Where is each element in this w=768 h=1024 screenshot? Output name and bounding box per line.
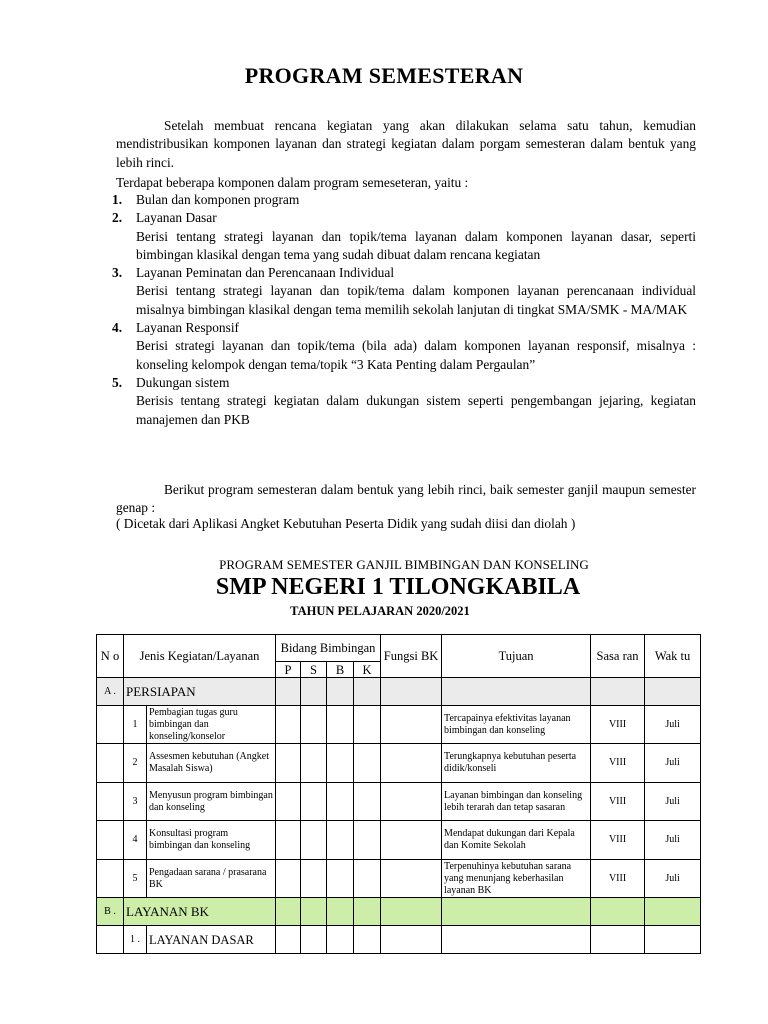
row-kegiatan: Menyusun program bimbingan dan konseling	[147, 783, 276, 821]
row-number: 4	[124, 821, 147, 860]
program-table	[96, 634, 701, 954]
intro-paragraph: Setelah membuat rencana kegiatan yang akan dilakukan selama satu tahun, kemudian mendistribusikan komponen layanan dan strategi kegiatan dalam porgam semesteran dalam bentuk yang lebih rinci.	[116, 118, 696, 170]
list-label: Layanan Peminatan dan Perencanaan Individual	[136, 265, 395, 281]
row-sasaran: VIII	[591, 860, 645, 898]
school-name: SMP NEGERI 1 TILONGKABILA	[215, 574, 581, 600]
list-number: 5.	[112, 374, 123, 390]
list-number: 3.	[112, 265, 123, 281]
print-note: ( Dicetak dari Aplikasi Angket Kebutuhan Peserta Didik yang sudah diisi dan diolah )	[116, 516, 576, 531]
table-row	[97, 706, 701, 744]
row-number: 5	[124, 860, 147, 898]
row-number: 2	[124, 744, 147, 783]
row-sasaran: VIII	[591, 744, 645, 783]
section-label: PERSIAPAN	[124, 678, 276, 706]
row-tujuan: Terungkapnya kebutuhan peserta didik/konseli	[442, 744, 591, 783]
list-number: 2.	[112, 210, 123, 226]
row-sasaran: VIII	[591, 821, 645, 860]
row-tujuan: Layanan bimbingan dan konseling lebih terarah dan tetap sasaran	[442, 783, 591, 821]
list-label: Bulan dan komponen program	[136, 192, 300, 207]
row-waktu: Juli	[645, 744, 701, 783]
header-fungsi: Fungsi BK	[381, 635, 442, 678]
row-sasaran: VIII	[591, 706, 645, 744]
header-k: K	[354, 662, 381, 678]
list-item	[112, 374, 696, 429]
page-title: PROGRAM SEMESTERAN	[244, 63, 524, 88]
subsection-label: LAYANAN DASAR	[147, 926, 276, 954]
list-description: Berisi tentang strategi layanan dan topik/tema layanan dalam komponen layanan dasar, seperti bimbingan klasikal dengan tema yang sudah dibuat dalam rencana kegiatan	[136, 228, 696, 262]
header-s: S	[301, 662, 327, 678]
academic-year: TAHUN PELAJARAN 2020/2021	[290, 604, 470, 618]
table-row	[97, 821, 701, 860]
table-row	[97, 744, 701, 783]
list-item	[112, 264, 696, 319]
header-sasaran: Sasa ran	[591, 635, 645, 678]
header-p: P	[276, 662, 301, 678]
row-waktu: Juli	[645, 821, 701, 860]
section-code: A .	[97, 678, 124, 706]
table-row	[97, 783, 701, 821]
list-description: Berisi tentang strategi layanan dan topik/tema dalam komponen layanan perencanaan individual misalnya bimbingan klasikal dengan tema memilih sekolah lanjutan di tingkat SMA/SMK - MA/MAK	[136, 283, 696, 317]
section-code: B .	[97, 898, 124, 926]
section-label: LAYANAN BK	[124, 898, 276, 926]
section-row-layanan	[97, 898, 701, 926]
list-label: Layanan Responsif	[136, 320, 240, 336]
list-number: 4.	[112, 320, 123, 336]
list-label: Dukungan sistem	[136, 374, 230, 390]
header-jenis: Jenis Kegiatan/Layanan	[124, 635, 276, 678]
row-tujuan: Terpenuhinya kebutuhan sarana yang menunjang keberhasilan layanan BK	[442, 860, 591, 898]
row-waktu: Juli	[645, 783, 701, 821]
row-kegiatan: Assesmen kebutuhan (Angket Masalah Siswa)	[147, 744, 276, 783]
list-item	[112, 319, 696, 374]
row-kegiatan: Konsultasi program bimbingan dan konseling	[147, 821, 276, 860]
row-number: 1	[124, 706, 147, 744]
list-description: Berisi strategi layanan dan topik/tema (bila ada) dalam komponen layanan responsif, misalnya : konseling kelompok dengan tema/topik “3 Kata Penting dalam Pergaulan”	[136, 338, 696, 372]
row-number: 3	[124, 783, 147, 821]
row-waktu: Juli	[645, 860, 701, 898]
header-b: B	[327, 662, 354, 678]
component-list	[112, 191, 696, 429]
header-bidang: Bidang Bimbingan	[276, 635, 381, 662]
header-waktu: Wak tu	[645, 635, 701, 678]
subsection-number: 1 .	[124, 926, 147, 954]
row-sasaran: VIII	[591, 783, 645, 821]
row-kegiatan: Pembagian tugas guru bimbingan dan konseling/konselor	[147, 706, 276, 744]
intro-lead: Terdapat beberapa komponen dalam program semeseteran, yaitu :	[116, 175, 469, 190]
header-tujuan: Tujuan	[442, 635, 591, 678]
list-item	[112, 191, 696, 209]
row-tujuan: Mendapat dukungan dari Kepala dan Komite Sekolah	[442, 821, 591, 860]
subsection-row	[97, 926, 701, 954]
row-kegiatan: Pengadaan sarana / prasarana BK	[147, 860, 276, 898]
section-row-persiapan	[97, 678, 701, 706]
header-no: N o	[97, 635, 124, 678]
table-row	[97, 860, 701, 898]
closing-paragraph: Berikut program semesteran dalam bentuk yang lebih rinci, baik semester ganjil maupun semester genap :	[116, 482, 696, 516]
program-subtitle: PROGRAM SEMESTER GANJIL BIMBINGAN DAN KONSELING	[219, 557, 589, 572]
list-label: Layanan Dasar	[136, 210, 217, 226]
list-number: 1.	[112, 192, 123, 207]
list-item	[112, 209, 696, 264]
row-tujuan: Tercapainya efektivitas layanan bimbingan dan konseling	[442, 706, 591, 744]
row-waktu: Juli	[645, 706, 701, 744]
list-description: Berisis tentang strategi kegiatan dalam dukungan sistem seperti pengembangan jejaring, kegiatan manajemen dan PKB	[136, 393, 696, 427]
